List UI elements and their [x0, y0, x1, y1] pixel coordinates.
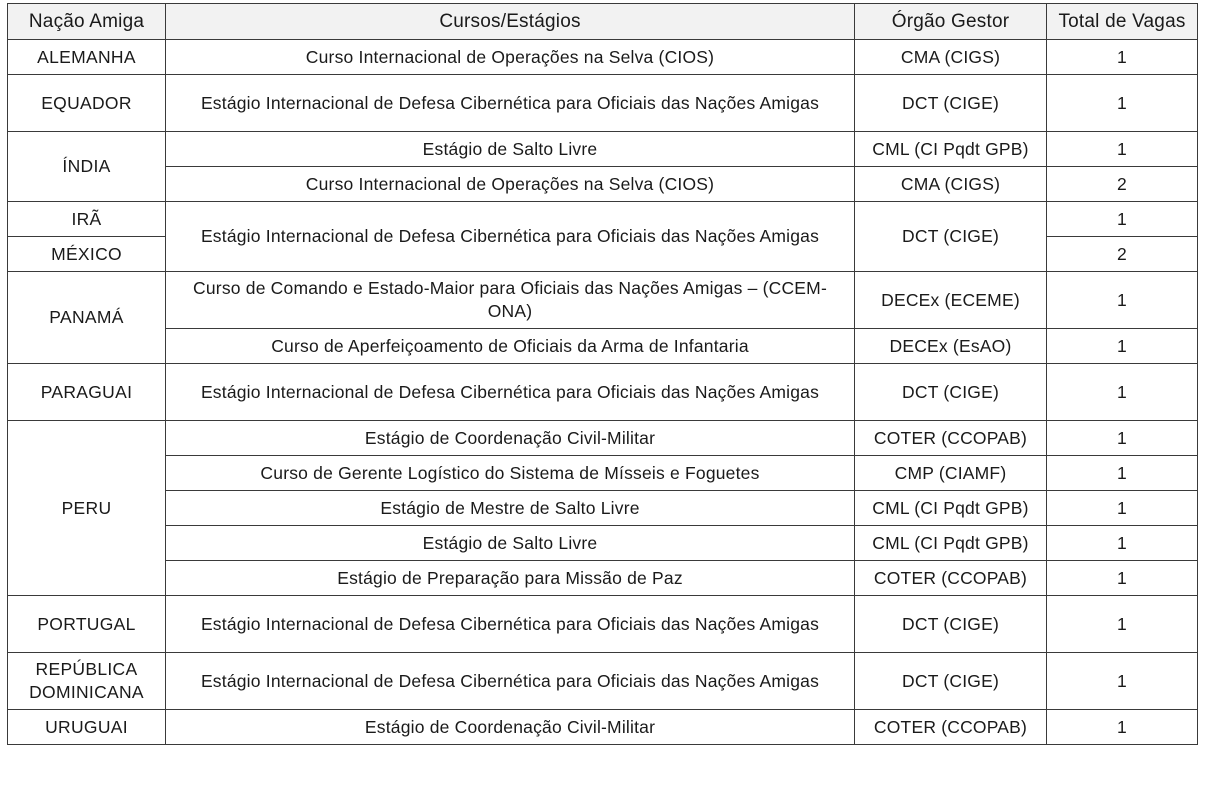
courses-table	[7, 3, 1198, 745]
table-row	[8, 561, 1198, 596]
course-cell: Estágio de Coordenação Civil-Militar	[166, 710, 855, 745]
course-cell: Curso Internacional de Operações na Selva (CIOS)	[166, 167, 855, 202]
header-org: Órgão Gestor	[855, 4, 1047, 40]
vagas-cell: 1	[1047, 421, 1198, 456]
vagas-cell: 1	[1047, 596, 1198, 653]
table-row	[8, 421, 1198, 456]
nation-cell: PANAMÁ	[8, 272, 166, 364]
nation-cell: URUGUAI	[8, 710, 166, 745]
course-cell: Estágio Internacional de Defesa Cibernética para Oficiais das Nações Amigas	[166, 653, 855, 710]
table-row	[8, 132, 1198, 167]
vagas-cell: 1	[1047, 653, 1198, 710]
vagas-cell: 1	[1047, 364, 1198, 421]
course-cell: Estágio de Salto Livre	[166, 526, 855, 561]
table-row	[8, 272, 1198, 329]
table-row	[8, 40, 1198, 75]
table-row	[8, 526, 1198, 561]
org-cell: CMA (CIGS)	[855, 167, 1047, 202]
org-cell: CML (CI Pqdt GPB)	[855, 526, 1047, 561]
org-cell: CMA (CIGS)	[855, 40, 1047, 75]
nation-cell: MÉXICO	[8, 237, 166, 272]
nation-cell: PORTUGAL	[8, 596, 166, 653]
vagas-cell: 1	[1047, 456, 1198, 491]
table-row	[8, 710, 1198, 745]
vagas-cell: 1	[1047, 329, 1198, 364]
vagas-cell: 1	[1047, 202, 1198, 237]
vagas-cell: 1	[1047, 710, 1198, 745]
table-row	[8, 364, 1198, 421]
course-cell: Estágio Internacional de Defesa Cibernética para Oficiais das Nações Amigas	[166, 202, 855, 272]
course-cell: Estágio de Salto Livre	[166, 132, 855, 167]
table-row	[8, 456, 1198, 491]
org-cell: DECEx (ECEME)	[855, 272, 1047, 329]
org-cell: COTER (CCOPAB)	[855, 710, 1047, 745]
nation-cell: EQUADOR	[8, 75, 166, 132]
nation-cell: ÍNDIA	[8, 132, 166, 202]
vagas-cell: 1	[1047, 491, 1198, 526]
course-cell: Estágio Internacional de Defesa Cibernética para Oficiais das Nações Amigas	[166, 596, 855, 653]
org-cell: DCT (CIGE)	[855, 364, 1047, 421]
course-cell: Estágio de Mestre de Salto Livre	[166, 491, 855, 526]
nation-cell: IRÃ	[8, 202, 166, 237]
table-row	[8, 653, 1198, 710]
org-cell: DCT (CIGE)	[855, 596, 1047, 653]
org-cell: CML (CI Pqdt GPB)	[855, 132, 1047, 167]
course-cell: Estágio Internacional de Defesa Cibernética para Oficiais das Nações Amigas	[166, 75, 855, 132]
nation-cell: ALEMANHA	[8, 40, 166, 75]
org-cell: DCT (CIGE)	[855, 653, 1047, 710]
course-cell: Curso de Comando e Estado-Maior para Oficiais das Nações Amigas – (CCEM-ONA)	[166, 272, 855, 329]
org-cell: DCT (CIGE)	[855, 75, 1047, 132]
org-cell: COTER (CCOPAB)	[855, 421, 1047, 456]
table-row	[8, 167, 1198, 202]
org-cell: CML (CI Pqdt GPB)	[855, 491, 1047, 526]
course-cell: Estágio de Coordenação Civil-Militar	[166, 421, 855, 456]
table-row	[8, 329, 1198, 364]
org-cell: CMP (CIAMF)	[855, 456, 1047, 491]
document-page	[7, 3, 1198, 745]
course-cell: Curso de Aperfeiçoamento de Oficiais da Arma de Infantaria	[166, 329, 855, 364]
vagas-cell: 1	[1047, 526, 1198, 561]
course-cell: Estágio de Preparação para Missão de Paz	[166, 561, 855, 596]
course-cell: Curso Internacional de Operações na Selva (CIOS)	[166, 40, 855, 75]
course-cell: Estágio Internacional de Defesa Cibernética para Oficiais das Nações Amigas	[166, 364, 855, 421]
table-row	[8, 75, 1198, 132]
header-course: Cursos/Estágios	[166, 4, 855, 40]
nation-cell: PARAGUAI	[8, 364, 166, 421]
vagas-cell: 1	[1047, 272, 1198, 329]
vagas-cell: 1	[1047, 561, 1198, 596]
vagas-cell: 2	[1047, 237, 1198, 272]
course-cell: Curso de Gerente Logístico do Sistema de Mísseis e Foguetes	[166, 456, 855, 491]
header-vagas: Total de Vagas	[1047, 4, 1198, 40]
vagas-cell: 1	[1047, 132, 1198, 167]
vagas-cell: 1	[1047, 40, 1198, 75]
vagas-cell: 2	[1047, 167, 1198, 202]
header-nation: Nação Amiga	[8, 4, 166, 40]
table-row	[8, 491, 1198, 526]
table-row	[8, 202, 1198, 237]
org-cell: COTER (CCOPAB)	[855, 561, 1047, 596]
org-cell: DECEx (EsAO)	[855, 329, 1047, 364]
table-row	[8, 596, 1198, 653]
vagas-cell: 1	[1047, 75, 1198, 132]
nation-cell: PERU	[8, 421, 166, 596]
nation-cell: REPÚBLICA DOMINICANA	[8, 653, 166, 710]
org-cell: DCT (CIGE)	[855, 202, 1047, 272]
header-row	[8, 4, 1198, 40]
